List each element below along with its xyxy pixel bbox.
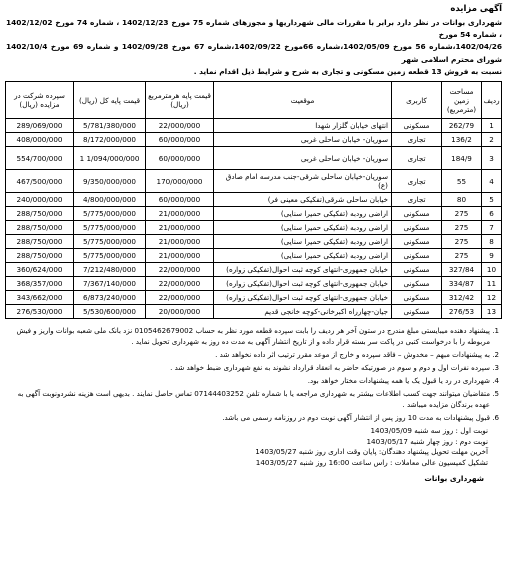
table-row bbox=[6, 291, 502, 305]
table-row bbox=[6, 133, 502, 147]
table-row bbox=[6, 305, 502, 319]
unit-price-cell: 20/000/000 bbox=[146, 305, 214, 319]
deposit-cell: 343/662/000 bbox=[6, 291, 74, 305]
table-row bbox=[6, 207, 502, 221]
use-cell: مسکونی bbox=[392, 119, 442, 133]
unit-price-cell: 22/000/000 bbox=[146, 277, 214, 291]
condition-item: 6. قبول پیشنهادات به مدت 10 روز پس از انتشار آگهی نوبت دوم در روزنامه رسمی می باشد. bbox=[6, 412, 490, 423]
table-row bbox=[6, 193, 502, 207]
row-number-cell: 9 bbox=[482, 249, 502, 263]
deposit-cell: 408/000/000 bbox=[6, 133, 74, 147]
use-cell: تجاری bbox=[392, 133, 442, 147]
table-row bbox=[6, 119, 502, 133]
use-cell: مسکونی bbox=[392, 207, 442, 221]
col-header-use: کاربری bbox=[392, 82, 442, 119]
location-cell: انتهای خیابان گلزار شهدا bbox=[214, 119, 392, 133]
schedule-commission: تشکیل کمیسیون عالی معاملات : راس ساعت 16:00 روز شنبه 1403/05/27 bbox=[255, 457, 488, 467]
table-row bbox=[6, 147, 502, 170]
area-cell: 334/87 bbox=[442, 277, 482, 291]
notice-title: آگهی مزایده bbox=[450, 4, 502, 14]
total-price-cell: 1/094/000/000 1 bbox=[74, 147, 146, 170]
area-cell: 327/84 bbox=[442, 263, 482, 277]
schedule-deadline: آخرین مهلت تحویل پیشنهاد دهندگان: پایان وقت اداری روز شنبه 1403/05/27 bbox=[255, 447, 488, 457]
schedule-first-publish: نوبت اول : روز سه شنبه 1403/05/09 bbox=[370, 426, 488, 436]
location-cell: خیابان جمهوری-انتهای کوچه ثبت احوال(تفکیکی زواره) bbox=[214, 277, 392, 291]
row-number-cell: 4 bbox=[482, 170, 502, 193]
location-cell: جیان-چهارراه اکبرخانی-کوچه خانجی قدیم bbox=[214, 305, 392, 319]
total-price-cell: 9/350/000/000 bbox=[74, 170, 146, 193]
intro-line: نسبت به فروش 13 قطعه زمین مسکونی و تجاری به شرح و شرایط ذیل اقدام نماید . bbox=[193, 66, 502, 76]
signature: شهرداری بوانات bbox=[424, 474, 484, 484]
total-price-cell: 5/775/000/000 bbox=[74, 235, 146, 249]
row-number-cell: 3 bbox=[482, 147, 502, 170]
location-cell: خیابان جمهوری-انتهای کوچه ثبت احوال(تفکیکی زواره) bbox=[214, 291, 392, 305]
col-header-location: موقعیت bbox=[214, 82, 392, 119]
schedule-second-publish: نوبت دوم : روز چهار شنبه 1403/05/17 bbox=[366, 436, 488, 446]
intro-paragraph bbox=[6, 17, 502, 78]
row-number-cell: 2 bbox=[482, 133, 502, 147]
condition-item: 4. شهرداری در رد یا قبول یک یا همه پیشنهادات مختار خواهد بود. bbox=[6, 375, 490, 386]
unit-price-cell: 22/000/000 bbox=[146, 119, 214, 133]
deposit-cell: 288/750/000 bbox=[6, 207, 74, 221]
conditions-list bbox=[6, 325, 502, 423]
condition-item: 5. متقاضیان میتوانند جهت کسب اطلاعات بیشتر به شهرداری مراجعه یا با شماره تلفن 07144403252 تماس حاصل نمایند . بدیهی است هزینه نشردونوبت آگهی به عهده برندگان مزایده میباشد . bbox=[6, 388, 490, 410]
schedule bbox=[6, 426, 502, 468]
table-header-row bbox=[6, 82, 502, 119]
row-number-cell: 13 bbox=[482, 305, 502, 319]
area-cell: 55 bbox=[442, 170, 482, 193]
total-price-cell: 5/530/600/000 bbox=[74, 305, 146, 319]
total-price-cell: 4/800/000/000 bbox=[74, 193, 146, 207]
use-cell: مسکونی bbox=[392, 249, 442, 263]
col-header-unit-price: قیمت پایه هرمترمربع (ریال) bbox=[146, 82, 214, 119]
deposit-cell: 368/357/000 bbox=[6, 277, 74, 291]
total-price-cell: 8/172/000/000 bbox=[74, 133, 146, 147]
row-number-cell: 5 bbox=[482, 193, 502, 207]
area-cell: 80 bbox=[442, 193, 482, 207]
area-cell: 276/53 bbox=[442, 305, 482, 319]
unit-price-cell: 60/000/000 bbox=[146, 147, 214, 170]
location-cell: اراضی رودبه (تفکیکی حمیرا سنایی) bbox=[214, 235, 392, 249]
use-cell: مسکونی bbox=[392, 221, 442, 235]
total-price-cell: 6/873/240/000 bbox=[74, 291, 146, 305]
total-price-cell: 5/781/380/000 bbox=[74, 119, 146, 133]
total-price-cell: 5/775/000/000 bbox=[74, 207, 146, 221]
condition-item: 1. پیشنهاد دهنده میبایستی مبلغ مندرج در ستون آخر هر ردیف را بابت سپرده قطعه مورد نظر به حساب 0105462679002 نزد بانک ملی شعبه بوانات واریز و فیش مربوطه را با درخواست کتبی در پاکت سر بسته قرار داده و از تاریخ انتشار آگهی به مدت ده روز به شهرداری تحویل نماید . bbox=[6, 325, 490, 347]
location-cell: اراضی رودبه (تفکیکی حمیرا سنایی) bbox=[214, 207, 392, 221]
total-price-cell: 7/367/140/000 bbox=[74, 277, 146, 291]
area-cell: 275 bbox=[442, 221, 482, 235]
area-cell: 136/2 bbox=[442, 133, 482, 147]
unit-price-cell: 21/000/000 bbox=[146, 207, 214, 221]
unit-price-cell: 21/000/000 bbox=[146, 249, 214, 263]
unit-price-cell: 22/000/000 bbox=[146, 291, 214, 305]
col-header-deposit: سپرده شرکت در مزایده (ریال) bbox=[6, 82, 74, 119]
location-cell: سوریان-خیابان ساحلی شرقی-جنب مدرسه امام صادق (ع) bbox=[214, 170, 392, 193]
use-cell: تجاری bbox=[392, 147, 442, 170]
total-price-cell: 7/212/480/000 bbox=[74, 263, 146, 277]
col-header-row-number: ردیف bbox=[482, 82, 502, 119]
use-cell: مسکونی bbox=[392, 263, 442, 277]
col-header-area: مساحت زمین (مترمربع) bbox=[442, 82, 482, 119]
area-cell: 312/42 bbox=[442, 291, 482, 305]
use-cell: مسکونی bbox=[392, 305, 442, 319]
location-cell: اراضی رودبه (تفکیکی حمیرا سنایی) bbox=[214, 221, 392, 235]
condition-item: 3. سپرده نفرات اول و دوم و سوم در صورتیکه حاضر به انعقاد قرارداد نشوند به نفع شهرداری ضبط خواهد شد . bbox=[6, 362, 490, 373]
area-cell: 275 bbox=[442, 235, 482, 249]
row-number-cell: 12 bbox=[482, 291, 502, 305]
location-cell: خیابان ساحلی شرقی(تفکیکی معینی فر) bbox=[214, 193, 392, 207]
row-number-cell: 6 bbox=[482, 207, 502, 221]
condition-item: 2. به پیشنهادات مبهم – مخدوش – فاقد سپرده و خارج از موعد مقرر ترتیب اثر داده نخواهد شد . bbox=[6, 349, 490, 360]
unit-price-cell: 60/000/000 bbox=[146, 193, 214, 207]
intro-line: شهرداری بوانات در نظر دارد برابر با مقررات مالی شهرداریها و مجوزهای شماره 75 مورخ 1402/12/23 ، شماره 74 مورخ 1402/12/02 ، شماره 54 مورخ bbox=[6, 18, 503, 40]
use-cell: مسکونی bbox=[392, 235, 442, 249]
row-number-cell: 1 bbox=[482, 119, 502, 133]
col-header-total-price: قیمت پایه کل (ریال) bbox=[74, 82, 146, 119]
table-row bbox=[6, 170, 502, 193]
area-cell: 275 bbox=[442, 249, 482, 263]
unit-price-cell: 170/000/000 bbox=[146, 170, 214, 193]
total-price-cell: 5/775/000/000 bbox=[74, 249, 146, 263]
table-row bbox=[6, 263, 502, 277]
table-row bbox=[6, 221, 502, 235]
unit-price-cell: 21/000/000 bbox=[146, 235, 214, 249]
use-cell: تجاری bbox=[392, 193, 442, 207]
properties-table bbox=[5, 81, 502, 319]
use-cell: مسکونی bbox=[392, 291, 442, 305]
deposit-cell: 288/750/000 bbox=[6, 221, 74, 235]
deposit-cell: 554/700/000 bbox=[6, 147, 74, 170]
deposit-cell: 360/624/000 bbox=[6, 263, 74, 277]
row-number-cell: 10 bbox=[482, 263, 502, 277]
intro-line: 1402/04/26،شماره 56 مورخ 1402/05/09،شماره 66مورخ 1402/09/22،شماره 67 مورخ 1402/09/28 و شماره 69 مورخ 1402/10/4 شورای محترم اسلامی شهر bbox=[6, 42, 503, 64]
unit-price-cell: 60/000/000 bbox=[146, 133, 214, 147]
location-cell: سوریان- خیابان ساحلی غربی bbox=[214, 147, 392, 170]
row-number-cell: 11 bbox=[482, 277, 502, 291]
row-number-cell: 8 bbox=[482, 235, 502, 249]
use-cell: مسکونی bbox=[392, 277, 442, 291]
area-cell: 275 bbox=[442, 207, 482, 221]
total-price-cell: 5/775/000/000 bbox=[74, 221, 146, 235]
area-cell: 262/79 bbox=[442, 119, 482, 133]
area-cell: 184/9 bbox=[442, 147, 482, 170]
table-row bbox=[6, 277, 502, 291]
deposit-cell: 288/750/000 bbox=[6, 235, 74, 249]
unit-price-cell: 22/000/000 bbox=[146, 263, 214, 277]
location-cell: خیابان جمهوری-انتهای کوچه ثبت احوال(تفکیکی زواره) bbox=[214, 263, 392, 277]
deposit-cell: 289/069/000 bbox=[6, 119, 74, 133]
table-row bbox=[6, 249, 502, 263]
unit-price-cell: 21/000/000 bbox=[146, 221, 214, 235]
table-row bbox=[6, 235, 502, 249]
location-cell: اراضی رودبه (تفکیکی حمیرا سنایی) bbox=[214, 249, 392, 263]
deposit-cell: 288/750/000 bbox=[6, 249, 74, 263]
deposit-cell: 276/530/000 bbox=[6, 305, 74, 319]
row-number-cell: 7 bbox=[482, 221, 502, 235]
use-cell: تجاری bbox=[392, 170, 442, 193]
deposit-cell: 467/500/000 bbox=[6, 170, 74, 193]
deposit-cell: 240/000/000 bbox=[6, 193, 74, 207]
location-cell: سوریان- خیابان ساحلی غربی bbox=[214, 133, 392, 147]
